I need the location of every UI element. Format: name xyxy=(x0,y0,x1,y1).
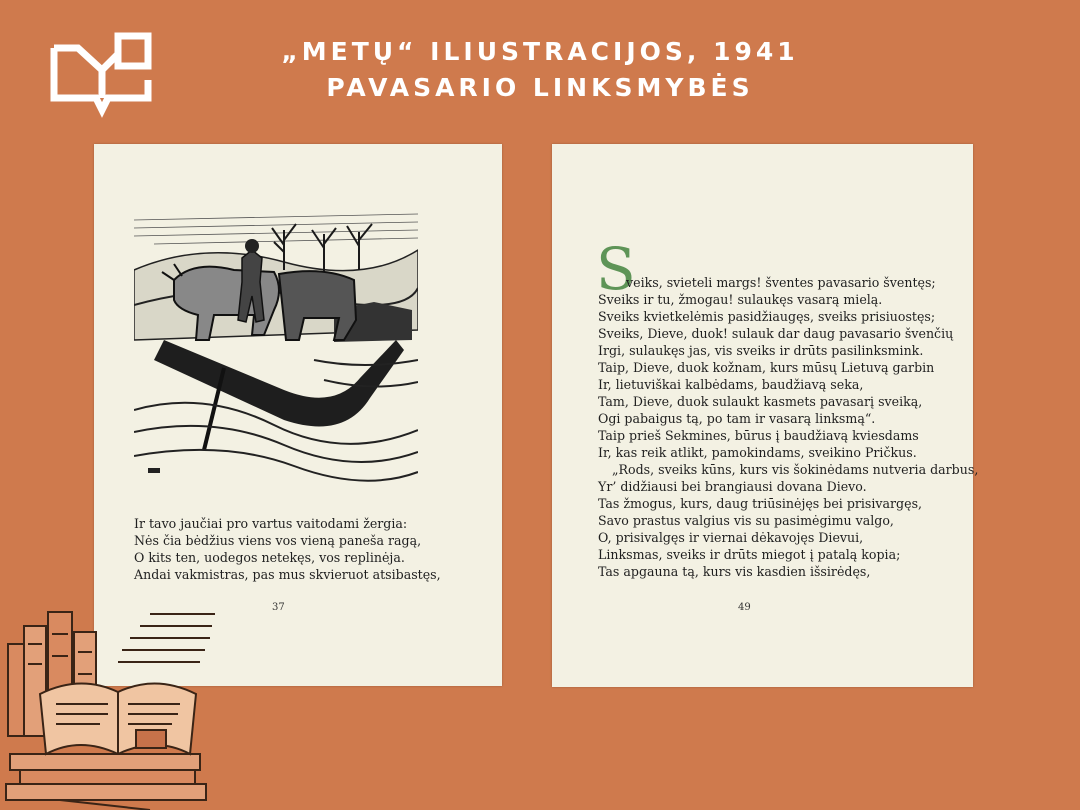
verse-line: Taip, Dieve, duok kožnam, kurs mūsų Lietuvą garbin xyxy=(598,360,935,375)
verse-line: Ir, kas reik atlikt, pamokindams, sveikino Pričkus. xyxy=(598,445,917,460)
verse-line: Sveiks, Dieve, duok! sulauk dar daug pavasario švenčių xyxy=(598,326,954,341)
verse-line: O, prisivalgęs ir viernai dėkavojęs Dievui, xyxy=(598,530,864,545)
verse-line: Tas žmogus, kurs, daug triūsinėjęs bei prisivargęs, xyxy=(598,496,923,511)
open-book-logo-icon xyxy=(48,30,156,118)
right-page-verse xyxy=(598,274,978,580)
verse-line: „Rods, sveiks kūns, kurs vis šokinėdams nutveria darbus, xyxy=(612,462,979,477)
verse-line: Linksmas, sveiks ir drūts miegot į patalą kopia; xyxy=(598,547,901,562)
title-line-2: PAVASARIO LINKSMYBĖS xyxy=(326,73,754,102)
verse-line: Sveiks ir tu, žmogau! sulaukęs vasarą mielą. xyxy=(598,292,883,307)
verse-line: Sveiks kvietkelėmis pasidžiaugęs, sveiks prisiuostęs; xyxy=(598,309,936,324)
right-book-page xyxy=(552,144,979,687)
verse-line: Savo prastus valgius vis su pasimėgimu valgo, xyxy=(598,513,894,528)
page-number: 49 xyxy=(738,602,751,613)
stack-of-books-icon xyxy=(0,604,230,810)
drop-cap: S xyxy=(596,235,636,303)
verse-line: Irgi, sulaukęs jas, vis sveiks ir drūts pasilinksmink. xyxy=(598,343,924,358)
verse-line: Andai vakmistras, pas mus skvieruot atsibastęs, xyxy=(134,567,441,582)
verse-line: Ir tavo jaučiai pro vartus vaitodami žergia: xyxy=(134,516,408,531)
verse-line: O kits ten, uodegos netekęs, vos replinėja. xyxy=(134,550,405,565)
title-line-1: „METŲ“ ILIUSTRACIJOS, 1941 xyxy=(281,37,799,66)
page-title xyxy=(190,34,890,106)
verse-line: Ir, lietuviškai kalbėdams, baudžiavą seka, xyxy=(598,377,864,392)
verse-line: Tas apgauna tą, kurs vis kasdien išsirėdęs, xyxy=(598,564,871,579)
verse-line: Tam, Dieve, duok sulaukt kasmets pavasarį sveiką, xyxy=(598,394,923,409)
plowing-oxen-woodcut xyxy=(134,210,418,482)
verse-line: Yr’ didžiausi bei brangiausi dovana Dievo. xyxy=(598,479,867,494)
verse-line: Ogi pabaigus tą, po tam ir vasarą linksmą“. xyxy=(598,411,876,426)
verse-line: Nės čia bėdžius viens vos vieną paneša ragą, xyxy=(134,533,422,548)
page-number: 37 xyxy=(272,602,285,613)
verse-line: Taip prieš Sekmines, būrus į baudžiavą kviesdams xyxy=(598,428,919,443)
left-page-verse xyxy=(134,515,441,583)
verse-line: veiks, svieteli margs! šventes pavasario šventęs; xyxy=(626,275,936,290)
